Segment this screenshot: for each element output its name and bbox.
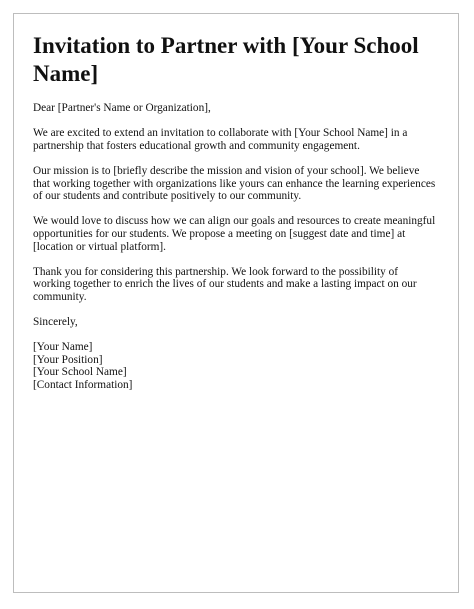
paragraph-mission: Our mission is to [briefly describe the mission and vision of your school]. We believe that working together with organizations like yours can enhance the learning experiences of our students and contribute positively to our community. bbox=[33, 164, 436, 203]
letter-greeting: Dear [Partner's Name or Organization], bbox=[33, 102, 211, 114]
paragraph-meeting: We would love to discuss how we can align our goals and resources to create meaningful opportunities for our students. We propose a meeting on [suggest date and time] at [location or virtual platform]. bbox=[33, 215, 436, 253]
signature-position: [Your Position] bbox=[33, 353, 103, 366]
signature-school: [Your School Name] bbox=[33, 366, 127, 379]
letter-title: Invitation to Partner with [Your School Name] bbox=[33, 33, 419, 86]
signature-name: [Your Name] bbox=[33, 341, 93, 354]
letter-closing: Sincerely, bbox=[33, 316, 78, 329]
letter-page bbox=[13, 13, 459, 593]
signature-contact: [Contact Information] bbox=[33, 379, 133, 392]
letter-body bbox=[33, 102, 438, 392]
letter-content bbox=[33, 32, 438, 392]
paragraph-thanks: Thank you for considering this partnership. We look forward to the possibility of working together to enrich the lives of our students and make a lasting impact on our community. bbox=[33, 265, 417, 303]
signature-block bbox=[33, 341, 438, 391]
paragraph-invitation: We are excited to extend an invitation to collaborate with [Your School Name] in a partnership that fosters educational growth and community engagement. bbox=[33, 127, 408, 152]
